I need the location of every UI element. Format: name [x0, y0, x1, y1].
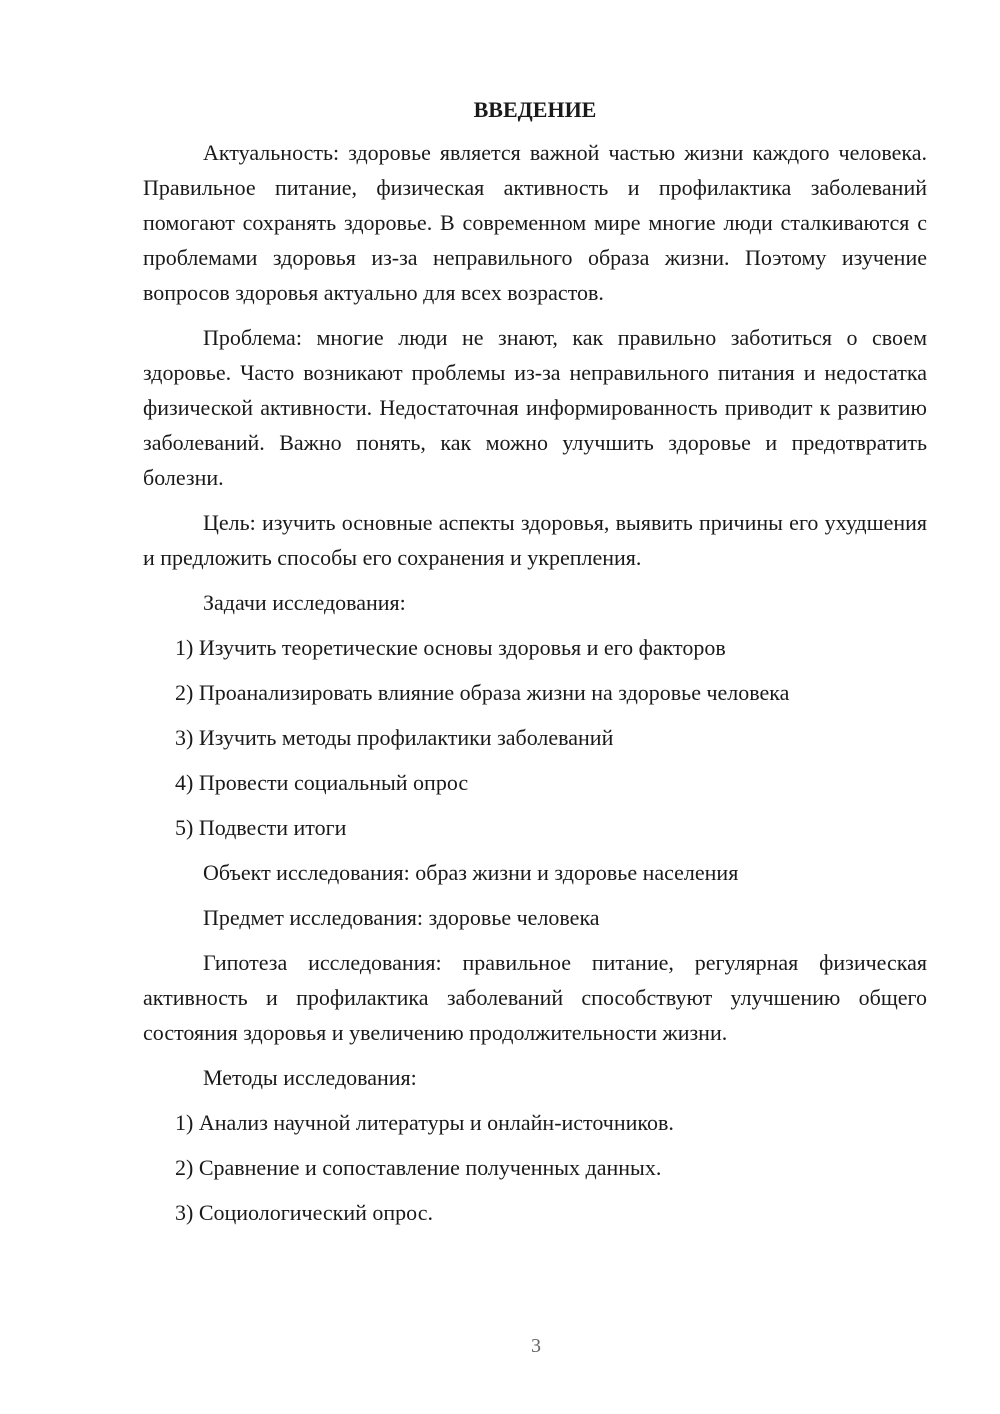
problem-paragraph: Проблема: многие люди не знают, как правильно заботиться о своем здоровье. Часто возникают проблемы из-за неправильного питания и недостатка физической активности. Недостаточная информированность приводит к развитию заболеваний. Важно понять, как можно улучшить здоровье и предотвратить болезни. — [143, 325, 927, 490]
task-item: 4) Провести социальный опрос — [175, 770, 469, 795]
section-title: ВВЕДЕНИЕ — [473, 97, 597, 122]
task-item: 5) Подвести итоги — [175, 815, 347, 840]
tasks-heading: Задачи исследования: — [203, 590, 406, 615]
page-content — [143, 92, 927, 1240]
methods-list — [143, 1105, 927, 1230]
relevance-paragraph: Актуальность: здоровье является важной частью жизни каждого человека. Правильное питание, физическая активность и профилактика заболеваний помогают сохранять здоровье. В современном мире многие люди сталкиваются с проблемами здоровья из-за неправильного образа жизни. Поэтому изучение вопросов здоровья актуально для всех возрастов. — [143, 140, 927, 305]
hypothesis-paragraph: Гипотеза исследования: правильное питание, регулярная физическая активность и профилактика заболеваний способствуют улучшению общего состояния здоровья и увеличению продолжительности жизни. — [143, 950, 927, 1045]
method-item: 1) Анализ научной литературы и онлайн-источников. — [175, 1110, 674, 1135]
object-line: Объект исследования: образ жизни и здоровье населения — [203, 860, 739, 885]
methods-heading: Методы исследования: — [203, 1065, 417, 1090]
task-item: 2) Проанализировать влияние образа жизни на здоровье человека — [175, 680, 790, 705]
task-item: 3) Изучить методы профилактики заболеваний — [175, 725, 614, 750]
tasks-list — [143, 630, 927, 845]
goal-paragraph: Цель: изучить основные аспекты здоровья, выявить причины его ухудшения и предложить способы его сохранения и укрепления. — [143, 510, 927, 570]
task-item: 1) Изучить теоретические основы здоровья и его факторов — [175, 635, 726, 660]
page-number: 3 — [531, 1335, 541, 1357]
subject-line: Предмет исследования: здоровье человека — [203, 905, 600, 930]
method-item: 3) Социологический опрос. — [175, 1200, 433, 1225]
method-item: 2) Сравнение и сопоставление полученных данных. — [175, 1155, 662, 1180]
